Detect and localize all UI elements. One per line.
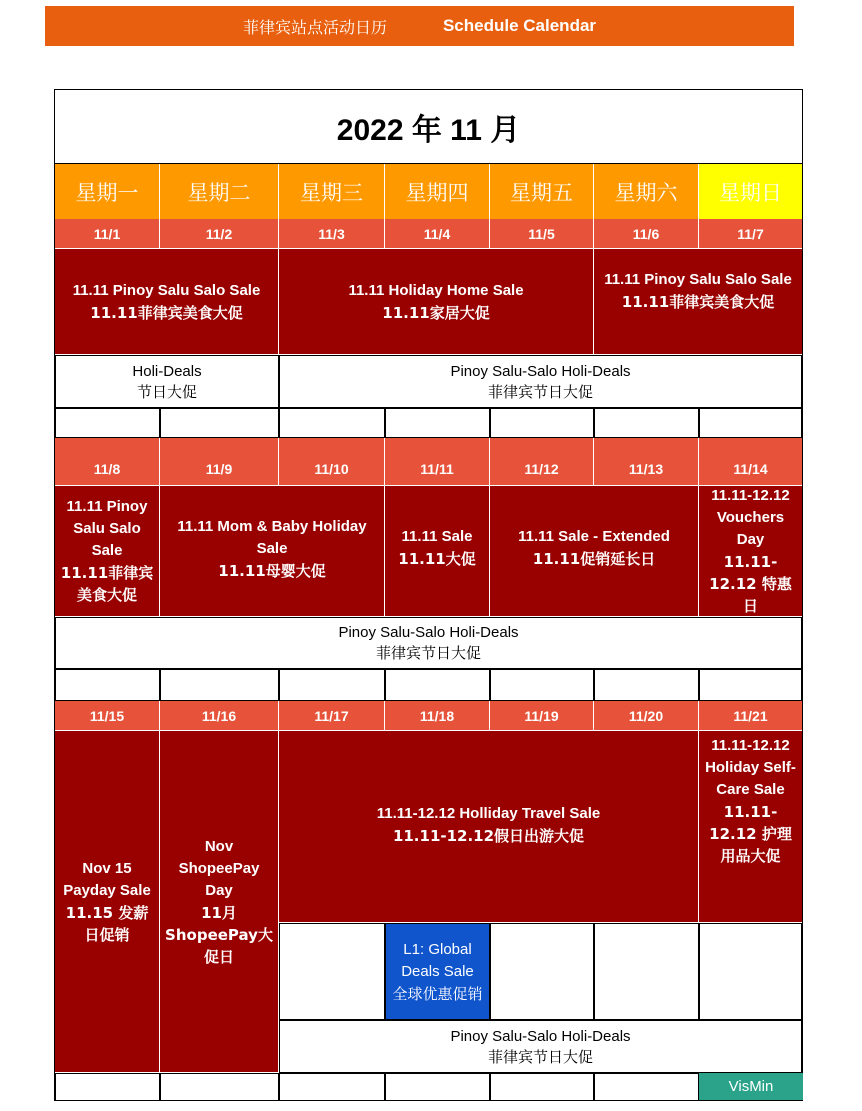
event-title-en: 11.11-12.12 Vouchers Day xyxy=(711,487,790,548)
empty-cell xyxy=(594,923,699,1020)
weekday-thu: 星期四 xyxy=(385,164,490,219)
date-cell: 11/5 xyxy=(490,219,594,249)
banner-title-en: Schedule Calendar xyxy=(442,16,597,35)
event-title-zh: 11.11菲律宾美食大促 xyxy=(621,293,775,311)
event-title-zh: 11.11菲律宾美食大促 xyxy=(60,564,154,604)
event-pinoy-salu-salo xyxy=(55,249,279,355)
date-cell: 11/17 xyxy=(279,701,385,731)
event-title-zh: 11.15 发薪日促销 xyxy=(65,903,149,944)
event-title-en: 11.11 Sale - Extended xyxy=(518,528,670,545)
empty-cell xyxy=(385,408,490,438)
event-title-en: 11.11 Pinoy Salu Salo Sale xyxy=(66,498,148,559)
empty-cell xyxy=(490,669,594,701)
event-title-en: 11.11-12.12 Holiday Self-Care Sale xyxy=(705,737,796,798)
empty-cell xyxy=(55,669,160,701)
event-title-en: 11.11 Mom & Baby Holiday Sale xyxy=(177,518,367,557)
date-cell: 11/2 xyxy=(160,219,279,249)
deal-pinoy-holi-deals xyxy=(279,355,802,408)
empty-cell xyxy=(699,408,802,438)
date-cell: 11/15 xyxy=(55,701,160,731)
date-cell: 11/21 xyxy=(699,701,802,731)
event-title-zh: 全球优惠促销 xyxy=(392,984,483,1003)
date-cell: 11/7 xyxy=(699,219,802,249)
date-cell: 11/8 xyxy=(55,438,160,486)
deal-title-zh: 菲律宾节日大促 xyxy=(487,1047,593,1066)
date-cell: 11/13 xyxy=(594,438,699,486)
event-title-en: Nov ShopeePay Day xyxy=(178,837,260,899)
event-title-zh: 11月ShopeePay大促日 xyxy=(165,903,273,966)
event-title-zh: 11.11母婴大促 xyxy=(218,562,326,580)
empty-cell xyxy=(55,1073,160,1101)
calendar xyxy=(54,89,803,1101)
empty-cell xyxy=(279,669,385,701)
date-cell: 11/10 xyxy=(279,438,385,486)
event-title-zh: 11.11菲律宾美食大促 xyxy=(90,303,243,322)
banner-title-zh: 菲律宾站点活动日历 xyxy=(242,17,387,37)
empty-cell xyxy=(594,408,699,438)
event-global-deals xyxy=(385,923,490,1020)
event-holiday-travel xyxy=(279,731,699,923)
event-title-en: 11.11 Holiday Home Sale xyxy=(348,281,524,299)
event-title-en: L1: Global Deals Sale xyxy=(401,940,474,980)
calendar-title: 2022 年 11 月 xyxy=(55,90,802,164)
event-title-zh: 11.11-12.12假日出游大促 xyxy=(392,827,585,845)
empty-cell xyxy=(490,923,594,1020)
event-title-zh: 11.11家居大促 xyxy=(382,303,490,322)
event-title-zh: 11.11促销延长日 xyxy=(532,550,656,568)
empty-cell xyxy=(490,1073,594,1101)
deal-title-zh: 菲律宾节日大促 xyxy=(375,644,481,662)
empty-cell xyxy=(594,669,699,701)
event-title-zh: 11.11大促 xyxy=(398,550,476,568)
empty-cell xyxy=(160,1073,279,1101)
event-mom-baby xyxy=(160,486,385,617)
weekday-sat: 星期六 xyxy=(594,164,699,219)
weekday-fri: 星期五 xyxy=(490,164,594,219)
deal-holi-deals xyxy=(55,355,279,408)
deal-title-zh: 节日大促 xyxy=(136,382,197,401)
event-title-zh: 11.11-12.12 特惠日 xyxy=(709,553,792,615)
deal-title-en: Pinoy Salu-Salo Holi-Deals xyxy=(338,624,519,641)
empty-cell xyxy=(160,408,279,438)
empty-cell xyxy=(385,1073,490,1101)
deal-title-en: Pinoy Salu-Salo Holi-Deals xyxy=(450,1027,631,1045)
weekday-wed: 星期三 xyxy=(279,164,385,219)
event-holiday-home xyxy=(279,249,594,355)
event-title-en: 11.11 Pinoy Salu Salo Sale xyxy=(72,281,261,299)
empty-cell xyxy=(55,408,160,438)
event-title-en: 11.11 Pinoy Salu Salo Sale xyxy=(604,271,792,288)
event-title-en: 11.11 Sale xyxy=(401,528,473,545)
event-self-care xyxy=(699,731,802,923)
date-cell: 11/11 xyxy=(385,438,490,486)
empty-cell xyxy=(594,1073,699,1101)
weekday-tue: 星期二 xyxy=(160,164,279,219)
empty-cell xyxy=(160,669,279,701)
date-cell: 11/19 xyxy=(490,701,594,731)
empty-cell xyxy=(279,408,385,438)
deal-title-zh: 菲律宾节日大促 xyxy=(487,382,593,401)
event-vouchers-day xyxy=(699,486,802,617)
event-payday-sale xyxy=(55,731,160,1073)
date-cell: 11/20 xyxy=(594,701,699,731)
date-cell: 11/12 xyxy=(490,438,594,486)
event-pinoy-salu-salo xyxy=(55,486,160,617)
empty-cell xyxy=(385,669,490,701)
weekday-sun: 星期日 xyxy=(699,164,802,219)
deal-pinoy-holi-deals xyxy=(55,617,802,669)
event-1111-sale xyxy=(385,486,490,617)
event-sale-extended xyxy=(490,486,699,617)
date-cell: 11/1 xyxy=(55,219,160,249)
watermark-badge: VisMin xyxy=(699,1073,803,1100)
event-title-zh: 11.11-12.12 护理用品大促 xyxy=(709,803,792,865)
date-cell: 11/18 xyxy=(385,701,490,731)
event-title-en: 11.11-12.12 Holliday Travel Sale xyxy=(376,805,601,822)
date-cell: 11/16 xyxy=(160,701,279,731)
date-cell: 11/9 xyxy=(160,438,279,486)
date-cell: 11/14 xyxy=(699,438,802,486)
empty-cell xyxy=(279,1073,385,1101)
empty-cell xyxy=(699,923,802,1020)
deal-title-en: Holi-Deals xyxy=(132,362,202,380)
event-shopeepay-day xyxy=(160,731,279,1073)
empty-cell xyxy=(279,923,385,1020)
date-cell: 11/4 xyxy=(385,219,490,249)
event-title-en: Nov 15 Payday Sale xyxy=(63,859,151,899)
empty-cell xyxy=(699,669,802,701)
header-banner xyxy=(45,6,794,46)
date-cell: 11/3 xyxy=(279,219,385,249)
deal-pinoy-holi-deals xyxy=(279,1020,802,1073)
weekday-mon: 星期一 xyxy=(55,164,160,219)
date-cell: 11/6 xyxy=(594,219,699,249)
deal-title-en: Pinoy Salu-Salo Holi-Deals xyxy=(450,362,631,380)
event-pinoy-salu-salo xyxy=(594,249,802,355)
empty-cell xyxy=(490,408,594,438)
